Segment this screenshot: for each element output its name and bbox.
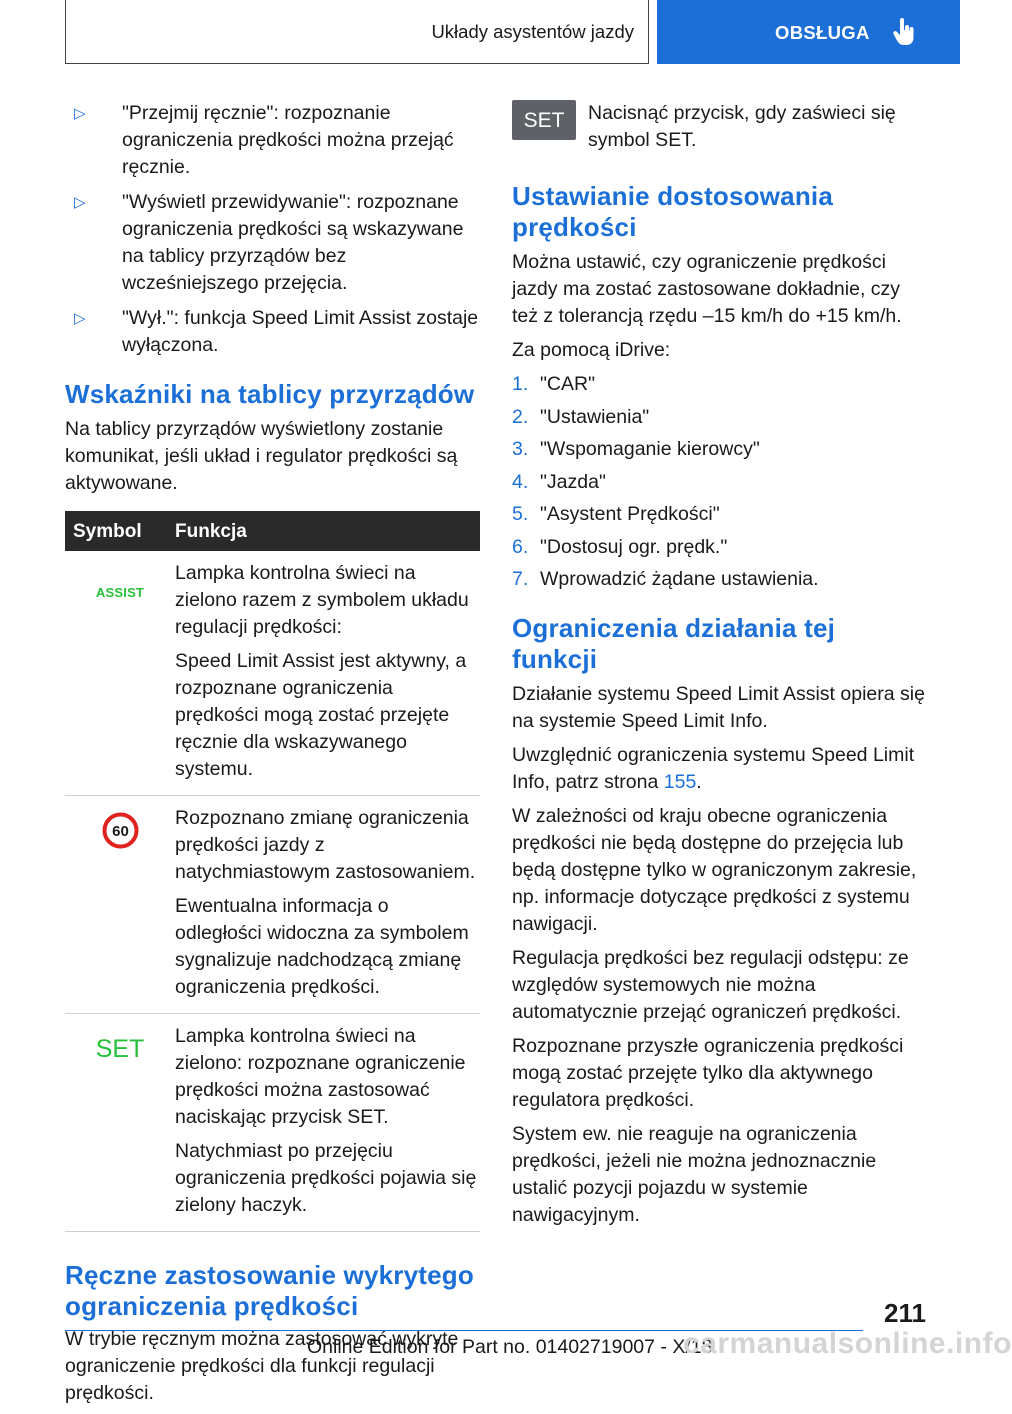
list-item: ▷ "Przejmij ręcznie": rozpoznanie ograniczenia prędkości można przejąć ręcznie. bbox=[65, 100, 480, 181]
function-text: Rozpoznano zmianę ograniczenia prędkości jazdy z natychmiastowym zastosowaniem. bbox=[175, 807, 476, 883]
intro-text: Na tablicy przyrządów wyświetlony zostanie komunikat, jeśli układ i regulator prędkości są aktywowane. bbox=[65, 418, 458, 494]
header-tab-obsluga[interactable] bbox=[657, 0, 960, 64]
tab-label: OBSŁUGA bbox=[775, 21, 870, 43]
column-header-function: Funkcja bbox=[175, 511, 480, 551]
list-item: ▷ "Wyświetl przewidywanie": rozpoznane ograniczenia prędkości są wskazywane na tablicy przyrządów bez wcześniejszego przejęcia. bbox=[65, 189, 480, 297]
heading-manual-apply: Ręczne zastosowanie wykrytego ograniczenia prędkości bbox=[65, 1260, 474, 1321]
function-text: Lampka kontrolna świeci na zielono razem z symbolem układu regulacji prędkości: bbox=[175, 562, 469, 638]
table-row bbox=[65, 796, 480, 1014]
page-number: 211 bbox=[884, 1298, 926, 1328]
list-item: 5. "Asystent Prędkości" bbox=[512, 503, 720, 525]
symbol-table bbox=[65, 511, 480, 1232]
footer-edition: Online Edition for Part no. 01402719007 - X/18 bbox=[307, 1336, 713, 1358]
function-text: Speed Limit Assist jest aktywny, a rozpoznane ograniczenia prędkości mogą zostać przejęte ręcznie dla wskazywanego systemu. bbox=[175, 650, 467, 780]
function-text: Lampka kontrolna świeci na zielono: rozpoznane ograniczenie prędkości można zastosować naciskając przycisk SET. bbox=[175, 1025, 466, 1128]
list-item: 1. "CAR" bbox=[512, 373, 596, 395]
right-column bbox=[512, 100, 926, 1236]
paragraph: Regulacja prędkości bez regulacji odstępu: ze względów systemowych nie można automatycznie przejąć ograniczeń prędkości. bbox=[512, 946, 909, 1023]
left-column bbox=[65, 100, 480, 1414]
triangle-bullet-icon: ▷ bbox=[74, 105, 86, 122]
paragraph: Można ustawić, czy ograniczenie prędkości jazdy ma zostać zastosowane dokładnie, czy też z tolerancją rzędu –15 km/h do +15 km/h. bbox=[512, 251, 902, 327]
assist-indicator-icon: ASSIST bbox=[95, 585, 145, 600]
speed-limit-sign-icon bbox=[102, 812, 139, 849]
function-text: Natychmiast po przejęciu ograniczenia prędkości pojawia się zielony haczyk. bbox=[175, 1140, 477, 1216]
options-list bbox=[65, 100, 480, 359]
table-row bbox=[65, 551, 480, 796]
page-link[interactable]: 155 bbox=[663, 770, 697, 793]
list-item: 4. "Jazda" bbox=[512, 470, 606, 493]
idrive-steps bbox=[512, 371, 926, 599]
list-item: 2. "Ustawienia" bbox=[512, 405, 650, 428]
set-instruction-text: Nacisnąć przycisk, gdy zaświeci się symbol SET. bbox=[588, 102, 896, 151]
paragraph: W zależności od kraju obecne ograniczenia prędkości nie będą dostępne do przejęcia lub będą dostępne tylko w ograniczonym zakresie, np. informacje dotyczące prędkości z systemu nawigacji. bbox=[512, 804, 917, 935]
triangle-bullet-icon: ▷ bbox=[74, 310, 86, 327]
section-title: Układy asystentów jazdy bbox=[431, 21, 634, 42]
svg-text:60: 60 bbox=[111, 823, 129, 840]
list-item: ▷ "Wył.": funkcja Speed Limit Assist zostaje wyłączona. bbox=[65, 305, 480, 359]
table-row bbox=[65, 1014, 480, 1232]
heading-speed-adjustment: Ustawianie dostosowania prędkości bbox=[512, 181, 834, 242]
manual-text: W trybie ręcznym można zastosować wykryte ograniczenie prędkości dla funkcji regulacji prędkości. bbox=[65, 1328, 459, 1404]
paragraph: System ew. nie reaguje na ograniczenia prędkości, jeżeli nie można jednoznacznie ustalić pozycji pojazdu w systemie nawigacyjnym. bbox=[512, 1122, 877, 1226]
triangle-bullet-icon: ▷ bbox=[74, 194, 86, 211]
heading-function-limits: Ograniczenia działania tej funkcji bbox=[512, 612, 836, 674]
list-item: 3. "Wspomaganie kierowcy" bbox=[512, 438, 760, 460]
paragraph: Działanie systemu Speed Limit Assist opiera się na systemie Speed Limit Info. bbox=[512, 682, 925, 732]
function-text: Ewentualna informacja o odległości widoczna za symbolem sygnalizuje nadchodzącą zmianę ograniczenia prędkości. bbox=[175, 895, 469, 998]
hand-pointer-icon bbox=[892, 18, 916, 46]
header-section-title-box bbox=[65, 0, 649, 64]
watermark: carmanualsonline.info bbox=[683, 1327, 1012, 1360]
heading-instrument-indicators: Wskaźniki na tablicy przyrządów bbox=[65, 379, 475, 409]
set-button-instruction bbox=[512, 100, 926, 154]
list-item: 7. Wprowadzić żądane ustawienia. bbox=[512, 568, 819, 590]
paragraph: Rozpoznane przyszłe ograniczenia prędkości mogą zostać przejęte tylko dla aktywnego regulatora prędkości. bbox=[512, 1034, 904, 1111]
paragraph: Za pomocą iDrive: bbox=[512, 339, 671, 361]
paragraph: Uwzględnić ograniczenia systemu Speed Limit Info, patrz strona 155. bbox=[512, 743, 915, 793]
column-header-symbol: Symbol bbox=[65, 511, 175, 551]
list-item: 6. "Dostosuj ogr. prędk." bbox=[512, 535, 728, 558]
set-indicator-icon: SET bbox=[95, 1035, 145, 1063]
set-button-icon: SET bbox=[512, 100, 576, 140]
